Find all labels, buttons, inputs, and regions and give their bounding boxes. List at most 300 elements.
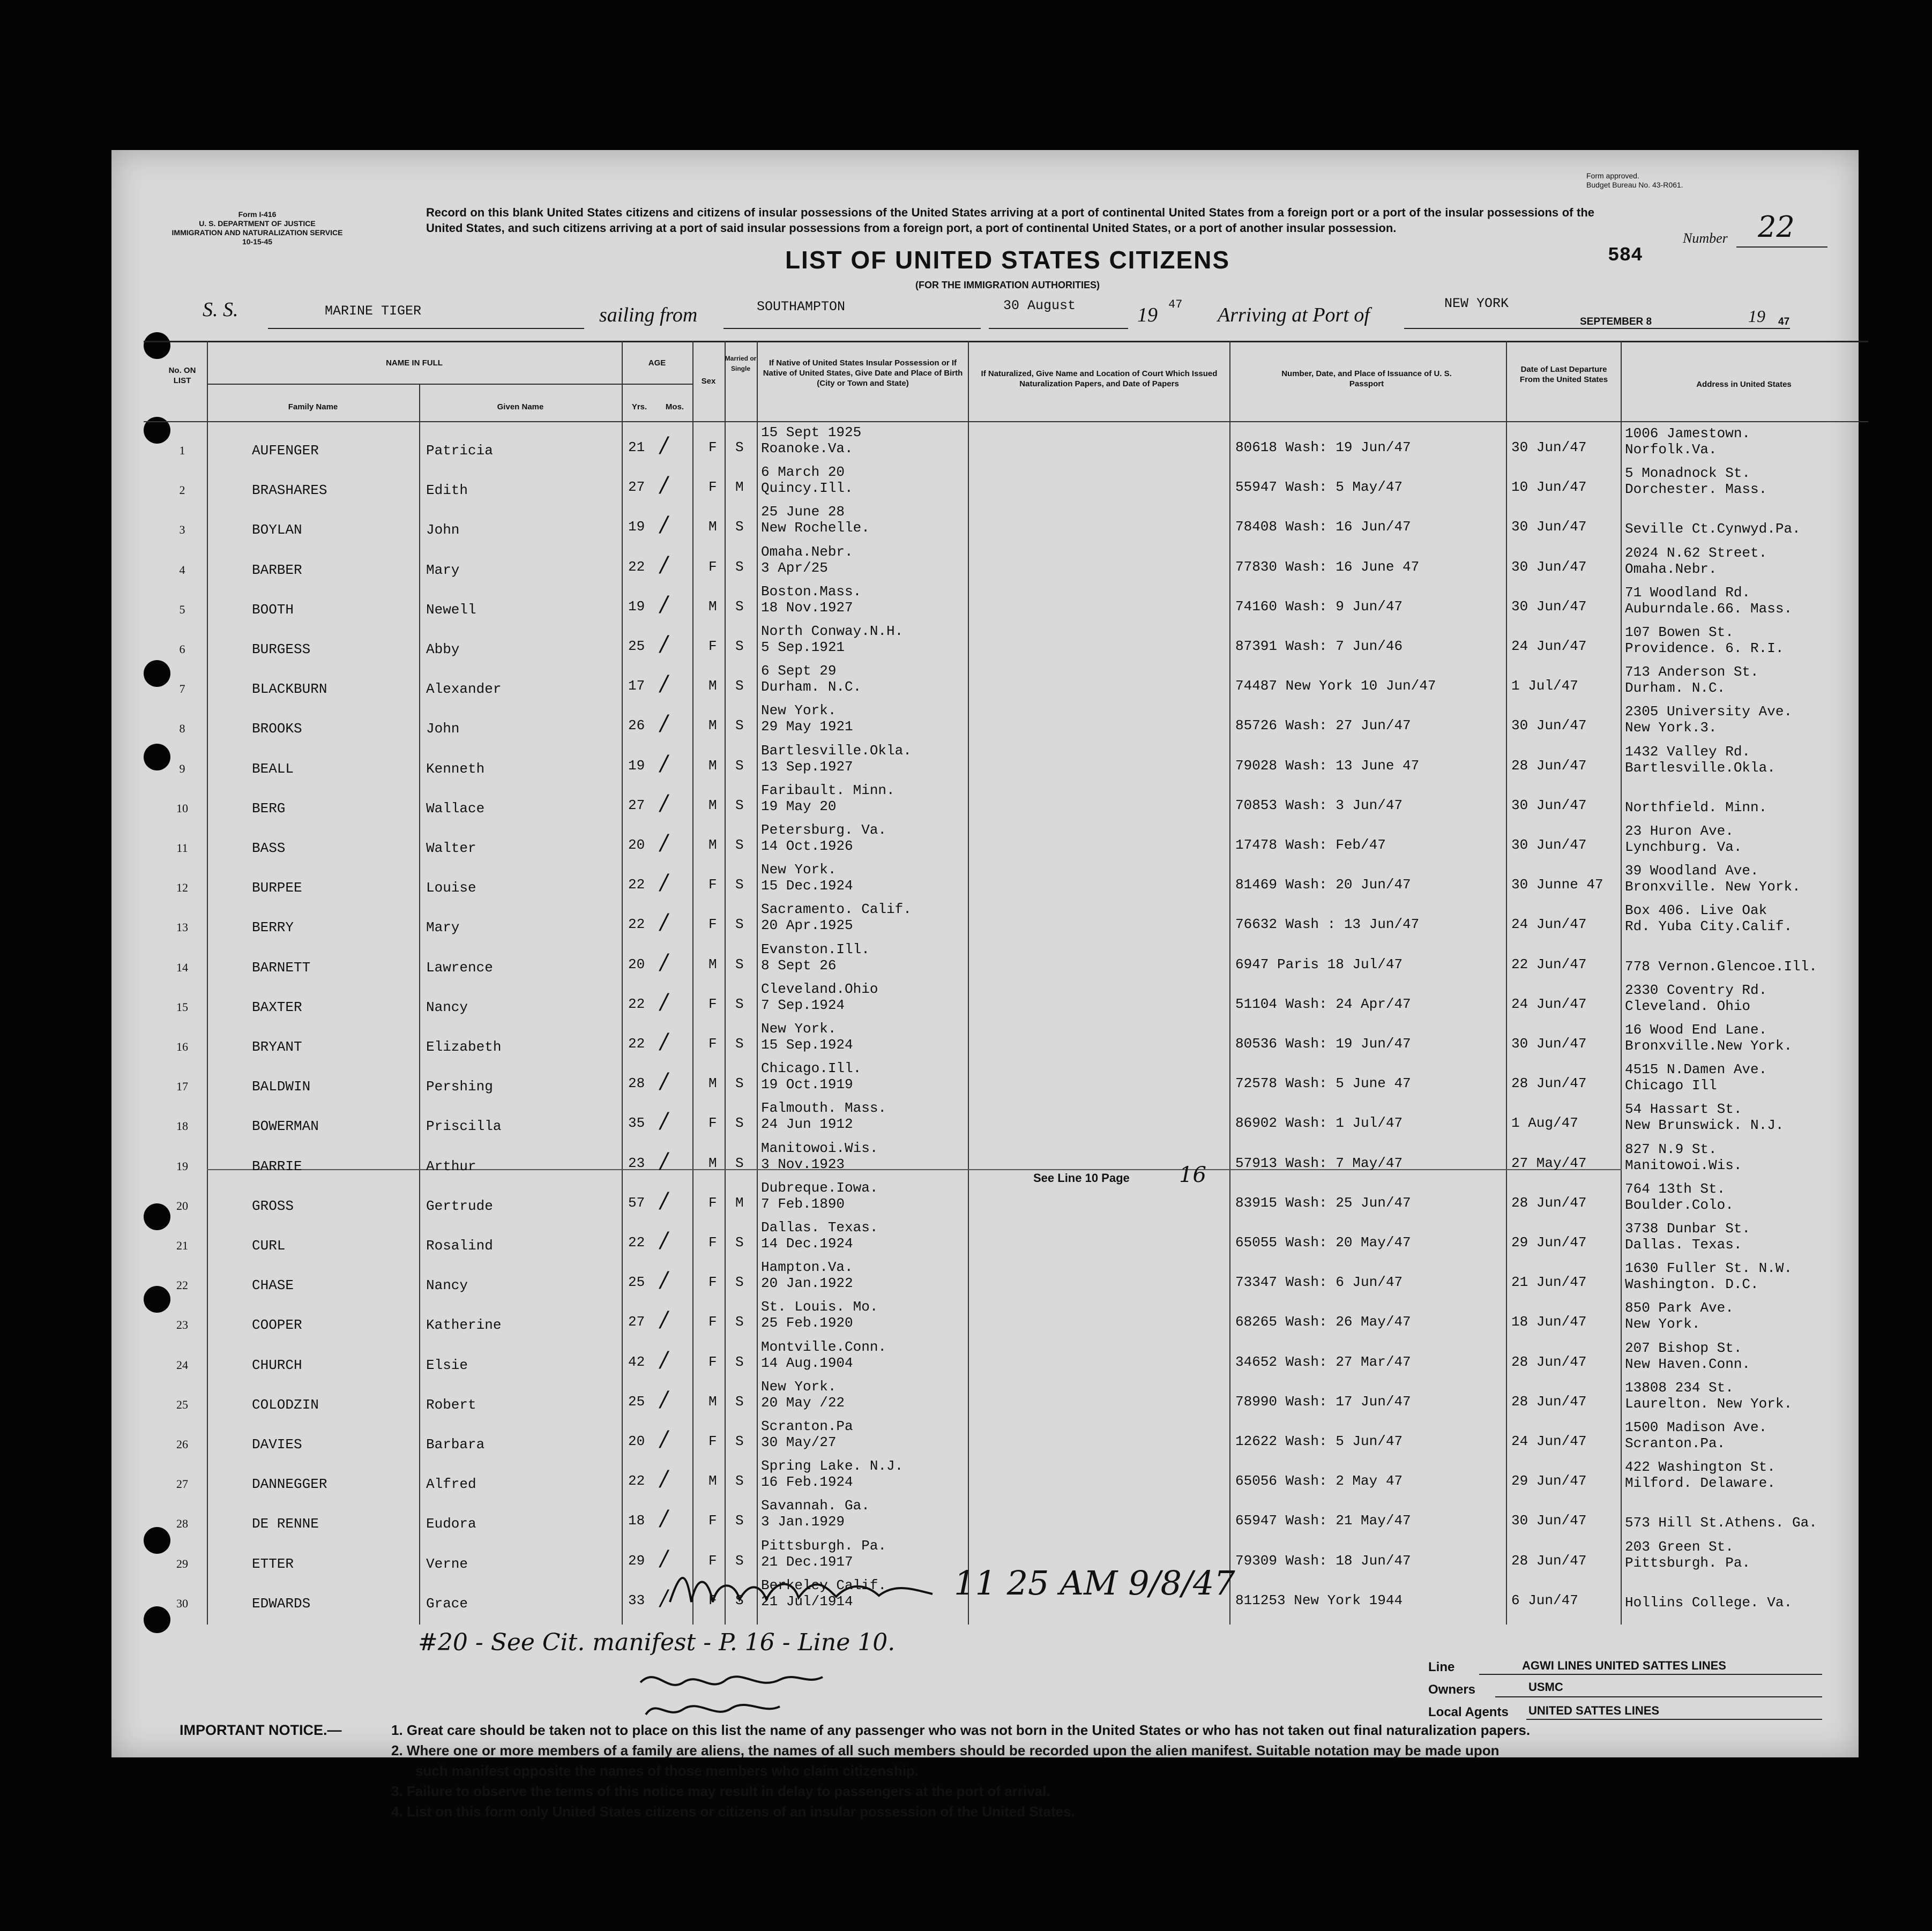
marital-status: S [735,956,744,972]
page-subtitle: (FOR THE IMMIGRATION AUTHORITIES) [915,280,1100,290]
table-row [0,1457,1932,1494]
age-years: 27 [628,797,645,813]
sex: M [708,519,717,535]
row-number: 7 [179,682,185,696]
table-row [0,1099,1932,1136]
address-line-2: Boulder.Colo. [1625,1196,1734,1213]
given-name: Newell [426,601,476,618]
last-departure: 28 Jun/47 [1511,1075,1587,1092]
age-years: 19 [628,598,645,615]
ship-underline [268,328,584,329]
address-line-1: 1006 Jamestown. [1625,425,1751,441]
address-line-1: 1432 Valley Rd. [1625,743,1751,760]
sex: M [708,598,717,615]
last-departure: 30 Jun/47 [1511,797,1587,813]
inspector-time-stamp: 11 25 AM 9/8/47 [954,1563,1235,1603]
birth-line-2: 14 Aug.1904 [761,1354,853,1371]
last-departure: 1 Jul/47 [1511,678,1578,694]
given-name: Robert [426,1396,476,1413]
check-mark-icon: / [660,910,668,935]
check-mark-icon: / [660,1466,668,1492]
row-number: 6 [179,642,185,656]
last-departure: 30 Jun/47 [1511,439,1587,455]
given-name: Gertrude [426,1197,493,1214]
passport: 811253 New York 1944 [1235,1592,1403,1608]
page-title: LIST OF UNITED STATES CITIZENS [785,246,1230,274]
sail-year: 47 [1168,298,1183,311]
header-name-in-full: NAME IN FULL [386,358,443,368]
header-departure: Date of Last Departure From the United States [1519,365,1608,384]
table-row [0,1298,1932,1335]
age-years: 27 [628,1314,645,1330]
passport: 65056 Wash: 2 May 47 [1235,1473,1403,1490]
last-departure: 28 Jun/47 [1511,1393,1587,1410]
sex: F [708,1036,717,1052]
row-number: 28 [176,1517,188,1531]
family-name: COOPER [252,1317,302,1334]
given-name: Alexander [426,681,502,698]
given-name: Patricia [426,443,493,459]
marital-status: M [735,479,744,496]
owners-label: Owners [1428,1682,1476,1697]
address-line-2: Bronxville.New York. [1625,1038,1793,1054]
marital-status: S [735,1552,744,1569]
passport: 6947 Paris 18 Jul/47 [1235,956,1403,972]
age-years: 19 [628,519,645,535]
address-line-1: 16 Wood End Lane. [1625,1022,1767,1038]
birth-line-2: 19 Oct.1919 [761,1076,853,1093]
age-years: 22 [628,1036,645,1052]
row-number: 5 [179,602,185,616]
notice-item-2: 2. Where one or more members of a family are aliens, the names of all such members should be recorded upon the alien manifest. Suitable notation may be made upon [391,1742,1500,1758]
passport: 51104 Wash: 24 Apr/47 [1235,996,1411,1012]
passport: 70853 Wash: 3 Jun/47 [1235,797,1403,813]
header-address: Address in United States [1696,380,1792,389]
last-departure: 24 Jun/47 [1511,996,1587,1012]
address-line-2: Seville Ct.Cynwyd.Pa. [1625,521,1801,537]
table-row [0,781,1932,819]
check-mark-icon: / [660,1188,668,1213]
age-years: 33 [628,1592,645,1608]
check-mark-icon: / [660,1148,668,1173]
agents-underline [1526,1719,1822,1720]
bottom-note: #20 - See Cit. manifest - P. 16 - Line 10. [418,1629,896,1656]
address-line-1: 422 Washington St. [1625,1459,1776,1476]
birth-line-2: 29 May 1921 [761,718,853,735]
family-name: CHURCH [252,1357,302,1373]
check-mark-icon: / [660,632,668,656]
table-row [0,543,1932,580]
passport: 80618 Wash: 19 Jun/47 [1235,439,1411,455]
sex: F [708,558,717,575]
birth-line-1: St. Louis. Mo. [761,1299,878,1315]
last-departure: 30 Jun/47 [1511,558,1587,575]
table-row [0,1020,1932,1057]
last-departure: 30 Jun/47 [1511,1513,1587,1529]
check-mark-icon: / [660,711,668,736]
family-name: GROSS [252,1197,294,1214]
passport: 85726 Wash: 27 Jun/47 [1235,717,1411,734]
row-number: 22 [176,1278,188,1292]
marital-status: S [735,1592,744,1608]
address-line-1: 2305 University Ave. [1625,703,1793,720]
passport: 77830 Wash: 16 June 47 [1235,558,1420,575]
birth-line-1: Manitowoi.Wis. [761,1140,878,1156]
check-mark-icon: / [660,1109,668,1134]
age-years: 22 [628,1473,645,1490]
row-number: 3 [179,523,185,537]
birth-line-1: 6 Sept 29 [761,663,837,679]
given-name: Priscilla [426,1118,502,1135]
birth-line-2: 24 Jun 1912 [761,1116,853,1133]
check-mark-icon: / [660,870,668,895]
family-name: BERG [252,800,286,817]
address-line-2: Manitowoi.Wis. [1625,1157,1742,1173]
address-line-2: Hollins College. Va. [1625,1594,1793,1611]
ss-label: S. S. [203,298,238,321]
notice-item-1: 1. Great care should be taken not to place on this list the name of any passenger who was not born in the United States or who has not taken out final naturalization papers. [391,1722,1531,1738]
age-years: 29 [628,1552,645,1569]
header-passport: Number, Date, and Place of Issuance of U. S. Passport [1281,369,1452,388]
given-name: Mary [426,562,460,578]
address-line-1: 207 Bishop St. [1625,1339,1742,1356]
marital-status: S [735,558,744,575]
passport: 74160 Wash: 9 Jun/47 [1235,598,1403,615]
address-line-1: 5 Monadnock St. [1625,465,1751,482]
family-name: DE RENNE [252,1516,319,1532]
family-name: COLODZIN [252,1396,319,1413]
address-line-1: 2330 Coventry Rd. [1625,982,1767,998]
passport: 87391 Wash: 7 Jun/46 [1235,638,1403,654]
sex: F [708,1314,717,1330]
family-name: BALDWIN [252,1079,311,1095]
check-mark-icon: / [660,1307,668,1333]
birth-line-2: 14 Dec.1924 [761,1236,853,1252]
agents-value: UNITED SATTES LINES [1528,1704,1660,1717]
family-name: DAVIES [252,1436,302,1453]
given-name: Verne [426,1555,468,1572]
marital-status: M [735,1194,744,1211]
line-underline [1479,1674,1822,1675]
line-label: Line [1428,1660,1455,1674]
address-line-1: 1500 Madison Ave. [1625,1419,1767,1435]
address-line-1: 827 N.9 St. [1625,1141,1717,1157]
clerk-signature-scribble [635,1661,828,1725]
port-from: SOUTHAMPTON [757,299,846,315]
marital-status: S [735,757,744,774]
check-mark-icon: / [660,949,668,975]
address-line-2: New York. [1625,1316,1700,1333]
birth-line-1: Cleveland.Ohio [761,981,878,997]
birth-line-1: New York. [761,702,837,719]
last-departure: 29 Jun/47 [1511,1473,1587,1490]
department: U. S. DEPARTMENT OF JUSTICE [199,219,316,228]
birth-line-1: Montville.Conn. [761,1338,887,1355]
age-years: 18 [628,1513,645,1529]
address-line-2: Chicago Ill [1625,1077,1717,1094]
check-mark-icon: / [660,790,668,815]
check-mark-icon: / [660,830,668,855]
check-mark-icon: / [660,433,668,458]
table-row [0,1179,1932,1216]
owners-underline [1495,1696,1822,1697]
last-departure: 28 Jun/47 [1511,757,1587,774]
birth-line-1: Berkeley Calif. [761,1577,887,1593]
header-sex: Sex [701,377,716,386]
birth-line-1: Bartlesville.Okla. [761,742,912,759]
birth-line-1: North Conway.N.H. [761,623,904,639]
birth-line-2: Quincy.Ill. [761,480,853,497]
passport: 78990 Wash: 17 Jun/47 [1235,1393,1411,1410]
check-mark-icon: / [660,1268,668,1293]
marital-status: S [735,1433,744,1449]
passport: 17478 Wash: Feb/47 [1235,837,1386,853]
table-row [0,900,1932,938]
table-row [0,622,1932,660]
family-name: AUFENGER [252,443,319,459]
see-line-page: 16 [1179,1163,1206,1187]
birth-line-2: 7 Sep.1924 [761,997,845,1013]
family-name: BRYANT [252,1039,302,1055]
row-number: 11 [176,841,188,855]
family-name: BARRIE [252,1158,302,1174]
family-name: BURGESS [252,641,311,657]
address-line-2: Cleveland. Ohio [1625,998,1751,1014]
passport: 65055 Wash: 20 May/47 [1235,1234,1411,1251]
given-name: Nancy [426,999,468,1015]
birth-line-2: 16 Feb.1924 [761,1474,853,1491]
address-line-2: Dallas. Texas. [1625,1237,1742,1253]
age-years: 22 [628,877,645,893]
birth-line-2: Durham. N.C. [761,679,862,695]
birth-line-1: Chicago.Ill. [761,1060,862,1077]
birth-line-2: 20 Apr.1925 [761,917,853,934]
address-line-2: New Haven.Conn. [1625,1356,1751,1372]
birth-line-2: 3 Apr/25 [761,559,828,576]
address-line-2: Pittsburgh. Pa. [1625,1554,1751,1571]
sex: M [708,1473,717,1490]
intro-text: Record on this blank United States citizens and citizens of insular possessions of the United States arriving at a port of continental United States from a foreign port or a port of the insular possessions of the United States, and such citizens arriving at a port of said insular possessions from a foreign port, a port of continental United States, or a port of another insular possession. [426,206,1594,235]
table-row [0,582,1932,620]
sex: M [708,717,717,734]
given-name: Katherine [426,1317,502,1334]
sex: F [708,439,717,455]
check-mark-icon: / [660,671,668,697]
row-number: 4 [179,563,185,577]
notice-item-4: 4. List on this form only United States citizens or citizens of an insular possession of the United States. [391,1803,1075,1820]
given-name: Edith [426,482,468,499]
marital-status: S [735,1234,744,1251]
approval-note [1586,171,1683,190]
given-name: Mary [426,919,460,936]
sex: M [708,1155,717,1171]
birth-line-1: Evanston.Ill. [761,941,870,957]
age-years: 25 [628,1393,645,1410]
check-mark-icon: / [660,1387,668,1412]
number-label: Number [1683,230,1728,246]
age-years: 22 [628,558,645,575]
age-years: 42 [628,1353,645,1370]
table-row [0,1338,1932,1375]
last-departure: 24 Jun/47 [1511,916,1587,933]
table-row [0,821,1932,858]
birth-line-1: Boston.Mass. [761,583,862,600]
given-name: Eudora [426,1516,476,1532]
last-departure: 30 Jun/47 [1511,1036,1587,1052]
number-value: 22 [1758,210,1795,244]
sex: F [708,1353,717,1370]
year-prefix: 19 [1137,304,1158,326]
birth-line-2: 13 Sep.1927 [761,758,853,775]
family-name: BOWERMAN [252,1118,319,1135]
signature-scribble [665,1565,943,1613]
last-departure: 24 Jun/47 [1511,1433,1587,1449]
port-to: NEW YORK [1444,296,1509,311]
passport: 74487 New York 10 Jun/47 [1235,678,1436,694]
address-line-2: Rd. Yuba City.Calif. [1625,918,1793,935]
sex: F [708,479,717,496]
row-number: 19 [176,1159,188,1173]
birth-line-1: Faribault. Minn. [761,782,895,798]
age-years: 20 [628,837,645,853]
age-years: 20 [628,956,645,972]
table-row [0,940,1932,978]
birth-line-1: Hampton.Va. [761,1259,853,1276]
stamp-number: 584 [1608,244,1643,266]
sex: M [708,956,717,972]
birth-line-1: New York. [761,862,837,878]
notice-title: IMPORTANT NOTICE.— [180,1722,342,1738]
last-departure: 22 Jun/47 [1511,956,1587,972]
notice-item-2-cont: such manifest opposite the names of those members who claim citizenship. [415,1763,919,1779]
birth-line-2: Roanoke.Va. [761,440,853,456]
sex: F [708,1274,717,1291]
passport: 79028 Wash: 13 June 47 [1235,757,1420,774]
sex: F [708,877,717,893]
family-name: BURPEE [252,880,302,896]
table-row [0,860,1932,898]
family-name: BARNETT [252,959,311,976]
last-departure: 10 Jun/47 [1511,479,1587,496]
sex: F [708,916,717,933]
table-row [0,701,1932,739]
age-years: 22 [628,996,645,1012]
header-rule [144,421,1868,422]
check-mark-icon: / [660,751,668,776]
address-line-1: 71 Woodland Rd. [1625,584,1751,601]
given-name: Alfred [426,1476,476,1493]
table-row [0,1378,1932,1415]
sex: M [708,1075,717,1092]
family-name: BEALL [252,760,294,777]
birth-line-1: Petersburg. Va. [761,822,887,838]
family-name: BOYLAN [252,522,302,538]
port-from-underline [723,328,981,329]
sex: F [708,638,717,654]
address-line-2: 573 Hill St.Athens. Ga. [1625,1515,1817,1531]
age-years: 27 [628,479,645,496]
last-departure: 6 Jun/47 [1511,1592,1578,1608]
see-line-note: See Line 10 Page [1033,1171,1130,1185]
sex: M [708,837,717,853]
arrival-year: 47 [1778,316,1790,327]
passport: 81469 Wash: 20 Jun/47 [1235,877,1411,893]
address-line-2: Bartlesville.Okla. [1625,759,1776,776]
address-line-2: Dorchester. Mass. [1625,481,1767,498]
row-number: 27 [176,1477,188,1491]
birth-line-2: 20 May /22 [761,1394,845,1411]
header-native: If Native of United States Insular Possession or If Native of United States, Give Date and Place of Birth (City or Town and State) [763,358,963,388]
family-name: BROOKS [252,721,302,737]
address-line-1: 13808 234 St. [1625,1379,1734,1396]
given-name: Barbara [426,1436,485,1453]
given-name: Lawrence [426,959,493,976]
line-value: AGWI LINES UNITED SATTES LINES [1522,1659,1726,1672]
family-name: CURL [252,1238,286,1254]
table-row [0,1496,1932,1534]
address-line-1: 107 Bowen St. [1625,624,1734,640]
given-name: Elsie [426,1357,468,1373]
check-mark-icon: / [660,1069,668,1094]
given-name: John [426,522,460,538]
row-number: 12 [176,881,188,895]
sex: M [708,1393,717,1410]
last-departure: 30 Junne 47 [1511,877,1603,893]
sex: M [708,678,717,694]
header-yrs: Yrs. [631,402,647,411]
marital-status: S [735,837,744,853]
family-name: EDWARDS [252,1595,311,1612]
marital-status: S [735,1274,744,1291]
given-name: Elizabeth [426,1039,502,1055]
marital-status: S [735,598,744,615]
table-row [0,1218,1932,1256]
family-name: BLACKBURN [252,681,327,698]
given-name: Louise [426,880,476,896]
birth-line-2: 20 Jan.1922 [761,1275,853,1292]
marital-status: S [735,1353,744,1370]
last-departure: 18 Jun/47 [1511,1314,1587,1330]
family-name: BASS [252,840,286,856]
row-number: 9 [179,761,185,775]
sex: M [708,797,717,813]
given-name: Arthur [426,1158,476,1174]
given-name: John [426,721,460,737]
address-line-2: Providence. 6. R.I. [1625,640,1784,656]
birth-line-2: 7 Feb.1890 [761,1195,845,1212]
table-row [0,1139,1932,1177]
last-departure: 28 Jun/47 [1511,1353,1587,1370]
birth-line-1: 15 Sept 1925 [761,424,862,440]
family-name: DANNEGGER [252,1476,327,1493]
last-departure: 24 Jun/47 [1511,638,1587,654]
row-number: 17 [176,1080,188,1094]
table-row [0,742,1932,779]
row-number: 14 [176,960,188,974]
table-row [0,423,1932,461]
given-name: Nancy [426,1277,468,1294]
address-line-2: Scranton.Pa. [1625,1435,1726,1451]
birth-line-1: Pittsburgh. Pa. [761,1537,887,1554]
sex: F [708,996,717,1012]
address-line-1: 3738 Dunbar St. [1625,1221,1751,1237]
address-line-2: Milford. Delaware. [1625,1475,1776,1492]
family-name: BERRY [252,919,294,936]
passport: 83915 Wash: 25 Jun/47 [1235,1194,1411,1211]
table-row [0,1417,1932,1455]
marital-status: S [735,717,744,734]
last-departure: 30 Jun/47 [1511,717,1587,734]
